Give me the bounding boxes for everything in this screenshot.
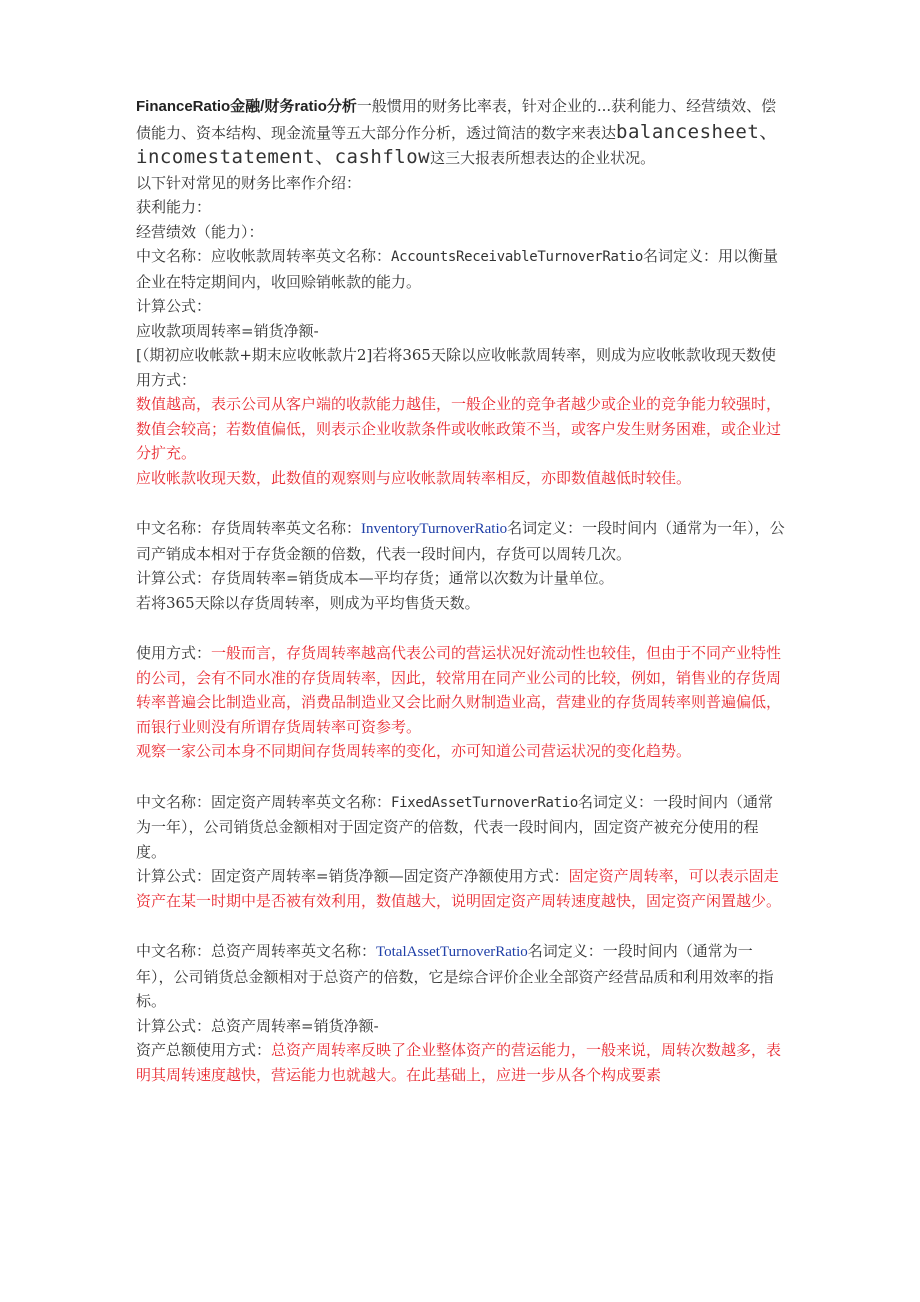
inv-def-prefix: 中文名称：存货周转率英文名称： <box>136 519 362 537</box>
doc-title: FinanceRatio金融/财务ratio分析 <box>136 98 357 115</box>
ta-usage-label: 资产总额使用方式： <box>136 1041 272 1059</box>
ar-def-prefix: 中文名称：应收帐款周转率英文名称： <box>136 247 392 265</box>
ta-def-suffix: 名词定义：一段时间内（通常为一年），公司销货总金额相对于总资产的倍数，它是综合评价企业全部资产经营品质和利用效率的指标。 <box>136 942 774 1010</box>
fa-def-suffix: 名词定义：一段时间内（通常为一年），公司销货总金额相对于固定资产的倍数，代表一段时间内，固定资产被充分使用的程度。 <box>136 792 773 861</box>
intro-text-1: 一般惯用的财务比率表，针对企业的...获利能力、经营绩效、偿债能力、资本结构、现金流量等五大部分作分析，透过简洁的数字来表达 <box>136 97 777 142</box>
ar-formula: 应收款项周转率=销货净额- <box>136 321 319 340</box>
ar-usage-1: 数值越高，表示公司从客户端的收款能力越佳，一般企业的竞争者越少或企业的竞争能力较强时，数值会较高；若数值偏低，则表示企业收款条件或收帐政策不当，或客户发生财务困难，或企业过分扩充。 <box>136 395 782 462</box>
heading-operating-performance: 经营绩效（能力）： <box>136 222 264 241</box>
inv-calc-2: 若将365天除以存货周转率，则成为平均售货天数。 <box>136 593 480 612</box>
fa-english-name: FixedAssetTurnoverRatio <box>391 794 578 811</box>
ar-def-suffix: 名词定义：用以衡量企业在特定期间内，收回赊销帐款的能力。 <box>136 247 779 291</box>
heading-profitability: 获利能力： <box>136 198 212 216</box>
ar-definition <box>136 244 786 294</box>
ta-calc: 计算公式：总资产周转率=销货净额- <box>136 1016 379 1035</box>
fa-calc <box>136 864 786 913</box>
inv-usage-text: 一般而言，存货周转率越高代表公司的营运状况好流动性也较佳，但由于不同产业特性的公司，会有不同水准的存货周转率，因此，较常用在同产业公司的比较，例如，销售业的存货周转率普遍会比制造业高，消费品制造业又会比耐久财制造业高，营建业的存货周转率则普遍偏低，而银行业则没有所谓存货周转率可资参考。 <box>136 644 782 736</box>
document-page <box>136 94 786 1087</box>
fa-usage: 固定资产周转率，可以表示固走资产在某一时期中是否被有效利用，数值越大，说明固定资产周转速度越快，固定资产闲置越少。 <box>136 867 782 910</box>
fa-def-prefix: 中文名称：固定资产周转率英文名称： <box>136 792 392 811</box>
inv-usage-2: 观察一家公司本身不同期间存货周转率的变化，亦可知道公司营运状况的变化趋势。 <box>136 742 692 760</box>
ar-formula-2: [（期初应收帐款+期末应收帐款片2]若将365天除以应收帐款周转率，则成为应收帐款收现天数使用方式： <box>136 346 776 389</box>
intro-line-1: 以下针对常见的财务比率作介绍： <box>136 173 362 192</box>
spacer <box>136 615 786 641</box>
inv-calc: 计算公式：存货周转率=销货成本—平均存货；通常以次数为计量单位。 <box>136 569 614 587</box>
inv-english-name: InventoryTurnoverRatio <box>361 521 508 537</box>
spacer <box>136 490 786 516</box>
inv-def-suffix: 名词定义：一段时间内（通常为一年），公司产销成本相对于存货金额的倍数，代表一段时间内，存货可以周转几次。 <box>136 519 785 563</box>
inv-usage-label: 使用方式： <box>136 644 212 662</box>
fa-definition <box>136 790 786 865</box>
intro-text-2: 这三大报表所想表达的企业状况。 <box>430 149 656 167</box>
ta-definition <box>136 939 786 1014</box>
inv-usage-1 <box>136 641 786 739</box>
ta-def-prefix: 中文名称：总资产周转率英文名称： <box>136 942 377 960</box>
ar-calc-label: 计算公式： <box>136 297 212 315</box>
ta-english-name: TotalAssetTurnoverRatio <box>376 944 528 960</box>
spacer <box>136 913 786 939</box>
inv-definition <box>136 516 786 566</box>
ar-english-name: AccountsReceivableTurnoverRatio <box>391 249 644 265</box>
fa-calc-text: 计算公式：固定资产周转率=销货净额—固定资产净额使用方式： <box>136 867 569 885</box>
spacer <box>136 764 786 790</box>
ar-usage-2: 应收帐款收现天数，此数值的观察则与应收帐款周转率相反，亦即数值越低时较佳。 <box>136 468 692 487</box>
ta-usage <box>136 1038 786 1087</box>
intro-terms: balancesheet、incomestatement、cashflow <box>136 120 779 168</box>
intro-paragraph <box>136 94 786 171</box>
ta-usage-text: 总资产周转率反映了企业整体资产的营运能力，一般来说，周转次数越多，表明其周转速度越快，营运能力也就越大。在此基础上，应进一步从各个构成要素 <box>136 1041 782 1084</box>
